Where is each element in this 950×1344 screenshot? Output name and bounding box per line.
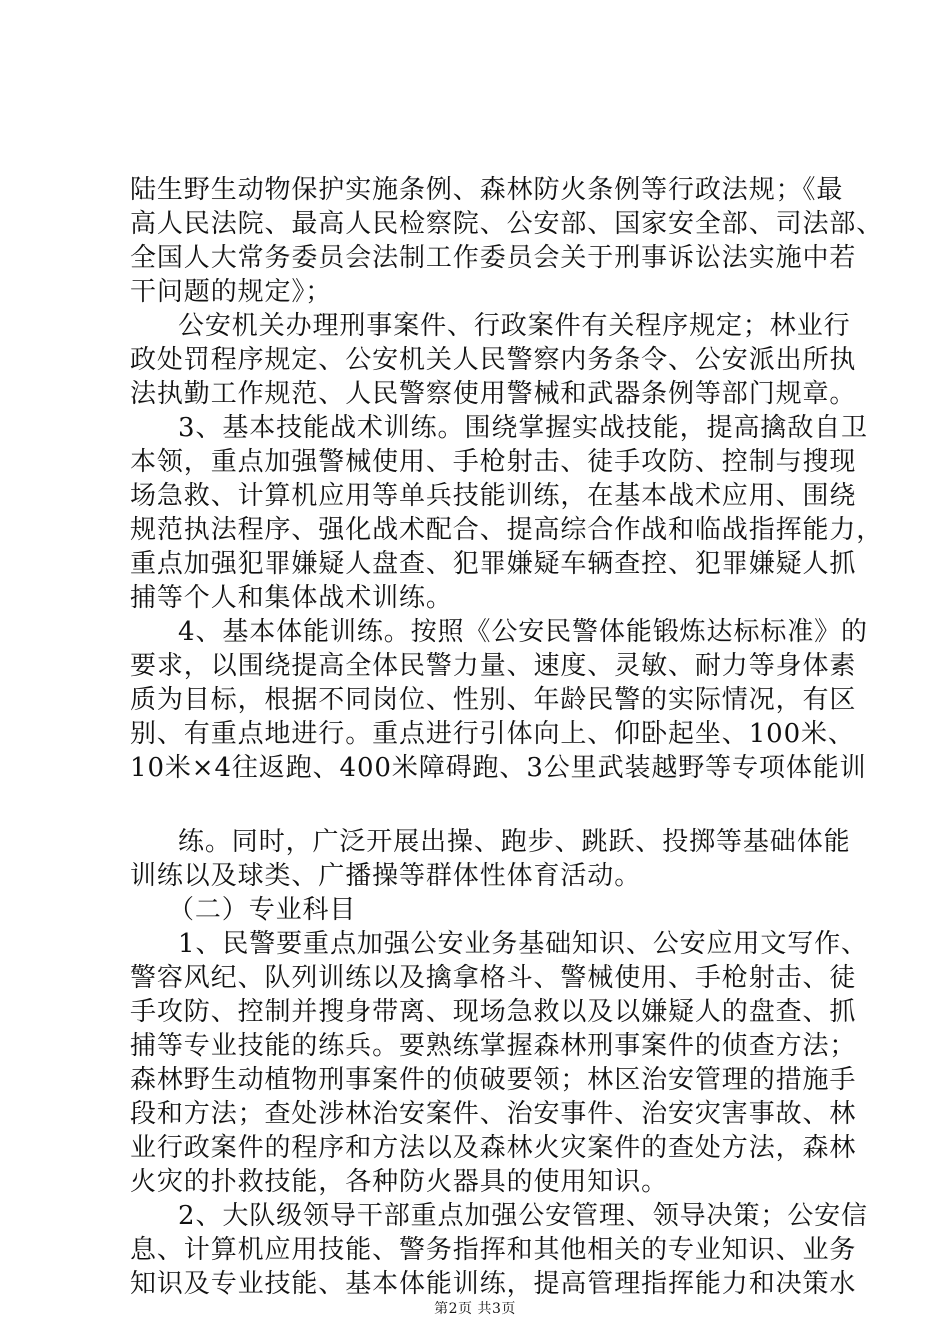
text-line: 警容风纪、队列训练以及擒拿格斗、警械使用、手枪射击、徒 <box>130 963 857 993</box>
text-line: 火灾的扑救技能，各种防火器具的使用知识。 <box>130 1167 669 1197</box>
text-line: 规范执法程序、强化战术配合、提高综合作战和临战指挥能力， <box>130 515 884 545</box>
text-line: 要求，以围绕提高全体民警力量、速度、灵敏、耐力等身体素 <box>130 651 857 681</box>
text-line: 1、民警要重点加强公安业务基础知识、公安应用文写作、 <box>178 929 868 959</box>
text-line: 陆生野生动物保护实施条例、森林防火条例等行政法规；《最 <box>130 175 844 205</box>
text-line: 手攻防、控制并搜身带离、现场急救以及以嫌疑人的盘查、抓 <box>130 997 857 1027</box>
text-line: 高人民法院、最高人民检察院、公安部、国家安全部、司法部、 <box>130 209 884 239</box>
text-line: 息、计算机应用技能、警务指挥和其他相关的专业知识、业务 <box>130 1235 857 1265</box>
text-line: 业行政案件的程序和方法以及森林火灾案件的查处方法，森林 <box>130 1133 857 1163</box>
text-line: 全国人大常务委员会法制工作委员会关于刑事诉讼法实施中若 <box>130 243 857 273</box>
text-line: 捕等专业技能的练兵。要熟练掌握森林刑事案件的侦查方法； <box>130 1031 857 1061</box>
text-line: 公安机关办理刑事案件、行政案件有关程序规定；林业行 <box>178 311 851 341</box>
text-line: 场急救、计算机应用等单兵技能训练，在基本战术应用、围绕 <box>130 481 857 511</box>
text-line: 政处罚程序规定、公安机关人民警察内务条令、公安派出所执 <box>130 345 857 375</box>
text-line: 法执勤工作规范、人民警察使用警械和武器条例等部门规章。 <box>130 379 857 409</box>
text-line: 练。同时，广泛开展出操、跑步、跳跃、投掷等基础体能 <box>178 827 851 857</box>
text-line: 10米×4往返跑、400米障碍跑、3公里武装越野等专项体能训 <box>130 753 867 783</box>
page-number: 第2页 共3页 <box>434 1301 516 1317</box>
text-line: 森林野生动植物刑事案件的侦破要领；林区治安管理的措施手 <box>130 1065 857 1095</box>
text-line: 本领，重点加强警械使用、手枪射击、徒手攻防、控制与搜现 <box>130 447 857 477</box>
text-line: 重点加强犯罪嫌疑人盘查、犯罪嫌疑车辆查控、犯罪嫌疑人抓 <box>130 549 857 579</box>
text-line: 质为目标，根据不同岗位、性别、年龄民警的实际情况，有区 <box>130 685 857 715</box>
text-line: 捕等个人和集体战术训练。 <box>130 583 453 613</box>
text-line: 2、大队级领导干部重点加强公安管理、领导决策；公安信 <box>178 1201 868 1231</box>
text-line: 训练以及球类、广播操等群体性体育活动。 <box>130 861 642 891</box>
text-line: 段和方法；查处涉林治安案件、治安事件、治安灾害事故、林 <box>130 1099 857 1129</box>
text-line: 别、有重点地进行。重点进行引体向上、仰卧起坐、100米、 <box>130 719 855 749</box>
text-line: 干问题的规定》； <box>130 277 333 307</box>
section-heading: （二）专业科目 <box>168 895 357 925</box>
text-line: 知识及专业技能、基本体能训练，提高管理指挥能力和决策水 <box>130 1269 857 1299</box>
text-line: 3、基本技能战术训练。围绕掌握实战技能，提高擒敌自卫 <box>178 413 868 443</box>
text-line: 4、基本体能训练。按照《公安民警体能锻炼达标标准》的 <box>178 617 868 647</box>
